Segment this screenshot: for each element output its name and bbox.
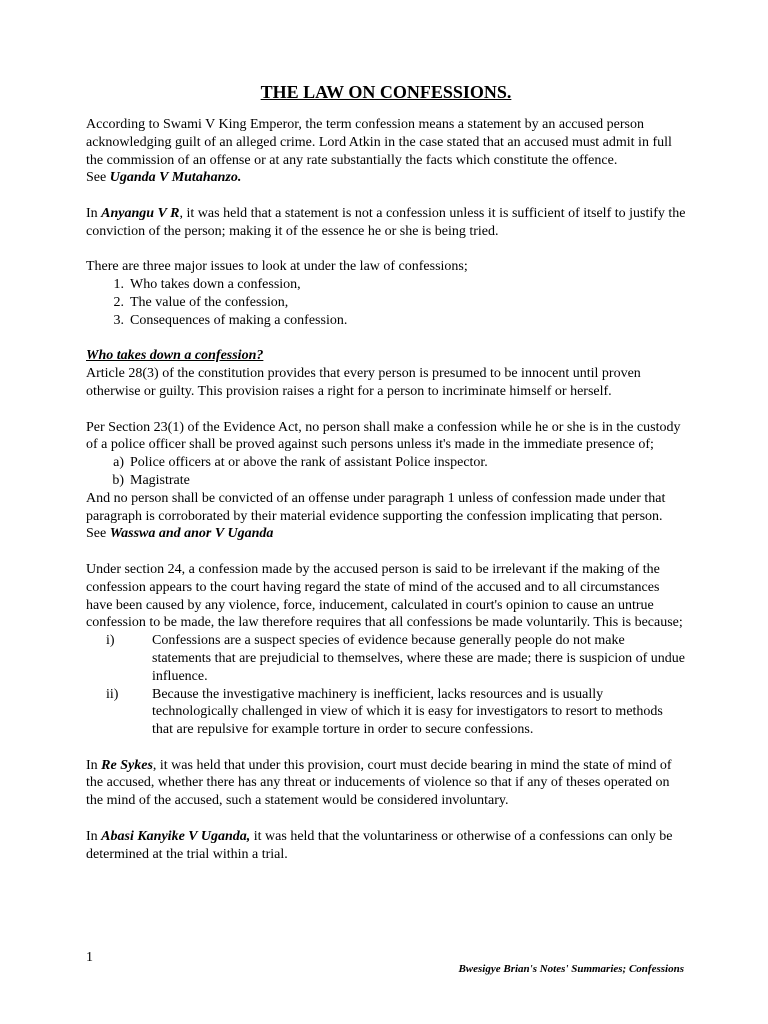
case-name: Wasswa and anor V Uganda [109,526,274,542]
paragraph-text: , it was held that a statement is not a confession unless it is sufficient of itself to justify the conviction of the person; making it of the essence he or she is being tried. [86,205,686,239]
issues-list [86,276,686,329]
case-name: Anyangu V R [101,205,180,221]
list-text: Police officers at or above the rank of assistant Police inspector. [130,455,488,471]
case-name: Abasi Kanyike V Uganda, [101,828,251,844]
issues-intro: There are three major issues to look at under the law of confessions; [86,259,468,275]
list-text: The value of the confession, [130,294,289,310]
list-text: Because the investigative machinery is inefficient, lacks resources and is usually technologically challenged in view of which it is easy for investigators to resort to methods that are repulsive for example torture in order to secure confessions. [152,686,663,738]
paragraph-re-sykes [86,757,686,810]
list-number: i) [106,633,115,649]
list-text: Confessions are a suspect species of evidence because generally people do not make statements that are prejudicial to themselves, where these are made; there is suspicion of undue influence. [152,633,685,684]
paragraph-section-23: Per Section 23(1) of the Evidence Act, no person shall make a confession while he or she is in the custody of a police officer shall be proved against such persons unless it's made in the immediate presence of; [86,419,681,453]
list-number: a) [113,455,124,471]
paragraph-section-24: Under section 24, a confession made by the accused person is said to be irrelevant if the making of the confession appears to the court having regard the state of mind of the accused and to all circumstances have been caused by any violence, force, inducement, calculated in court's opinion to cause an untrue confession to be made, the law therefore requires that all confessions be made voluntarily. This is because; [86,561,683,631]
paragraph-text: And no person shall be convicted of an offense under paragraph 1 unless of confession made under that paragraph is corroborated by their material evidence supporting the confession implicating that person. [86,490,666,524]
definition-text: According to Swami V King Emperor, the term confession means a statement by an accused person acknowledging guilt of an alleged crime. Lord Atkin in the case stated that an accused must admit in full the commission of an offense or at any rate substantially the facts which constitute the offence. [86,117,672,168]
list-number: ii) [106,686,119,702]
list-item [86,632,686,685]
paragraph-text: , it was held that under this provision, court must decide bearing in mind the state of mind of the accused, whether there has any threat or inducements of violence so that if any of theses operated on the mind of the accused, such a statement would be considered involuntary. [86,757,672,809]
case-name: Uganda V Mutahanzo. [109,170,242,186]
prefix-text: In [86,828,102,844]
paragraph-corroboration [86,490,686,543]
list-number: b) [112,472,124,488]
paragraph-anyangu [86,205,686,241]
paragraph-abasi-kanyike [86,828,686,864]
list-item [86,276,686,294]
list-number: 3. [113,312,124,328]
paragraph-definition [86,116,686,187]
list-item [86,312,686,330]
footer-note: Bwesigye Brian's Notes' Summaries; Confessions [458,963,684,975]
case-name: Re Sykes [101,757,153,773]
list-text: Who takes down a confession, [130,277,301,293]
list-number: 1. [113,277,124,293]
see-prefix: See [86,170,110,186]
list-text: Magistrate [130,472,190,488]
list-text: Consequences of making a confession. [130,312,348,328]
officers-list [86,454,686,490]
list-number: 2. [113,294,124,310]
paragraph-text: it was held that the voluntariness or otherwise of a confessions can only be determined at the trial within a trial. [86,828,673,862]
see-prefix: See [86,526,110,542]
prefix-text: In [86,205,102,221]
section-heading: Who takes down a confession? [86,348,264,364]
paragraph-article-28: Article 28(3) of the constitution provides that every person is presumed to be innocent until proven otherwise or guilty. This provision raises a right for a person to incriminate himself or herself. [86,366,641,399]
document-title: THE LAW ON CONFESSIONS. [260,82,512,102]
list-item [86,472,686,490]
list-item [86,294,686,312]
document-page [86,80,686,863]
prefix-text: In [86,757,102,773]
list-item [86,686,686,739]
list-item [86,454,686,472]
reasons-list [86,632,686,739]
page-number: 1 [86,950,93,965]
